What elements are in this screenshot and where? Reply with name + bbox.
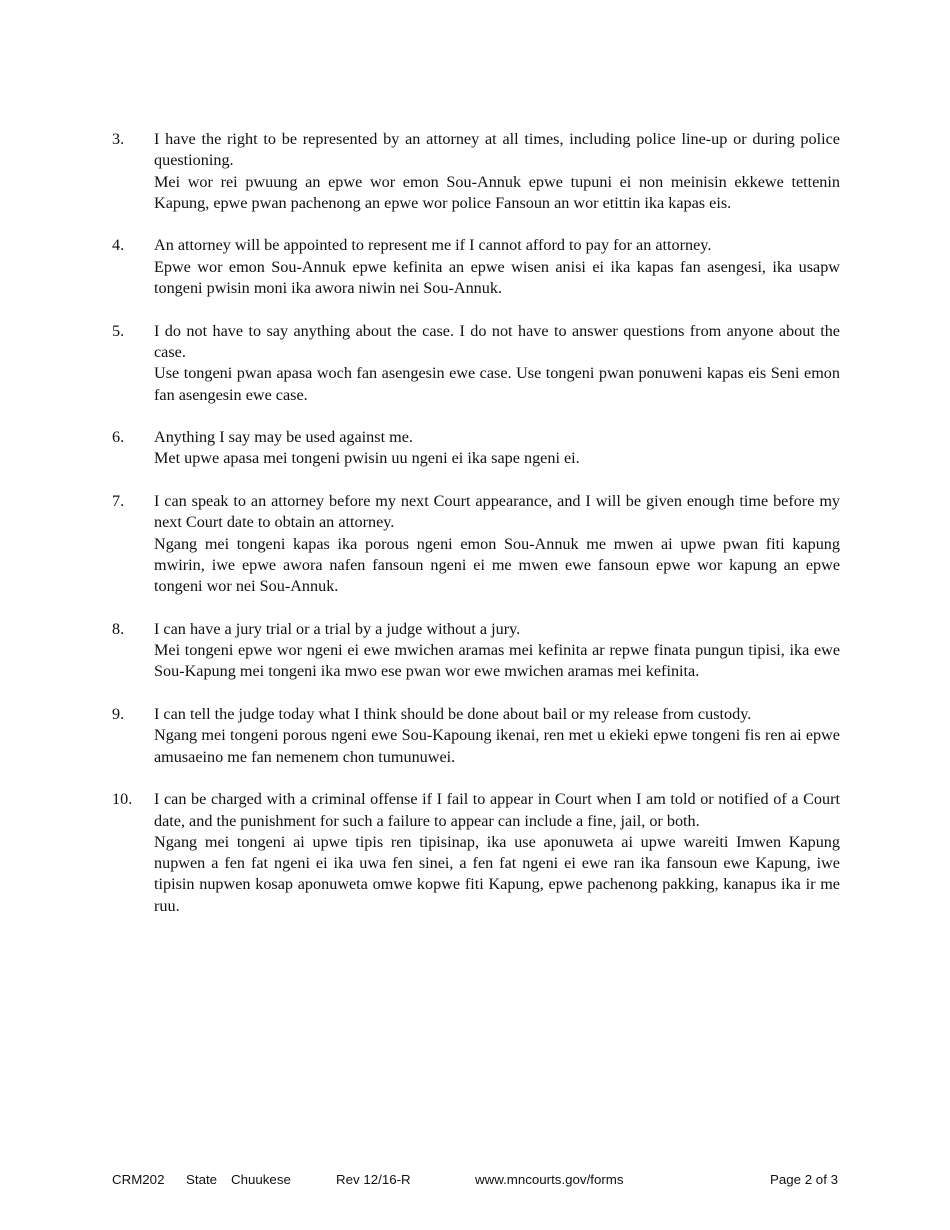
item-body: [154, 321, 840, 406]
item-number: 9.: [112, 705, 125, 724]
item-number: 4.: [112, 236, 125, 255]
forms-url: www.mncourts.gov/forms: [475, 1172, 624, 1187]
item-body: [154, 619, 840, 683]
item-body: [154, 427, 840, 470]
english-text: I have the right to be represented by an attorney at all times, including police line-up or during police questioning.: [154, 130, 840, 170]
list-item: [112, 321, 840, 406]
chuukese-text: Ngang mei tongeni porous ngeni ewe Sou-Kapoung ikenai, ren met u ekieki epwe tongeni fis ren ai epwe amusaeino me fan nemenem chon tumunuwei.: [154, 726, 840, 766]
item-body: [154, 704, 840, 768]
item-number: 7.: [112, 492, 125, 511]
page-number: Page 2 of 3: [769, 1172, 838, 1187]
list-item: [112, 427, 840, 470]
english-text: I can have a jury trial or a trial by a judge without a jury.: [154, 619, 521, 638]
rights-list: [112, 129, 840, 938]
item-number: 5.: [112, 321, 125, 340]
list-item: [112, 789, 840, 917]
english-text: I can tell the judge today what I think should be done about bail or my release from custody.: [154, 705, 752, 724]
item-number: 10.: [112, 790, 133, 809]
item-body: [154, 235, 840, 299]
english-text: I do not have to say anything about the case. I do not have to answer questions from anyone about the case.: [154, 321, 840, 361]
list-item: [112, 235, 840, 299]
chuukese-text: Ngang mei tongeni ai upwe tipis ren tipisinap, ika use aponuweta ai upwe wareiti Imwen Kapung nupwen a fen fat ngeni ei ika uwa fen sinei, a fen fat ngeni ei ewe ran ika fansoun ewe Kapung, iwe tipisin nupwen kosap aponuweta omwe kopwe fiti Kapung, epwe pachenong pakking, kanapus ika ir me ruu.: [154, 832, 840, 915]
item-number: 8.: [112, 619, 125, 638]
chuukese-text: Ngang mei tongeni kapas ika porous ngeni emon Sou-Annuk me mwen ai upwe pwan fiti kapung mwirin, iwe epwe awora nafen fansoun ngeni ei me mwen ewe fansoun epwe wor kapung an epwe tongeni wor nei Sou-Annuk.: [154, 534, 840, 596]
english-text: I can speak to an attorney before my next Court appearance, and I will be given enough time before my next Court date to obtain an attorney.: [154, 492, 840, 532]
revision-label: Rev 12/16-R: [336, 1172, 411, 1187]
form-number: CRM202: [112, 1172, 165, 1187]
list-item: [112, 704, 840, 768]
list-item: [112, 129, 840, 214]
chuukese-text: Epwe wor emon Sou-Annuk epwe kefinita an epwe wisen anisi ei ika kapas fan asengesi, ika usapw tongeni pwisin moni ika awora niwin nei Sou-Annuk.: [154, 257, 840, 298]
item-body: [154, 129, 840, 214]
item-number: 3.: [112, 130, 125, 148]
chuukese-text: Use tongeni pwan apasa woch fan asengesin ewe case. Use tongeni pwan ponuweni kapas eis Seni emon fan asengesin ewe case.: [154, 364, 840, 404]
english-text: An attorney will be appointed to represent me if I cannot afford to pay for an attorney.: [154, 236, 712, 255]
footer-language: Chuukese: [231, 1172, 291, 1187]
english-text: I can be charged with a criminal offense if I fail to appear in Court when I am told or notified of a Court date, and the punishment for such a failure to appear can include a fine, jail, or both.: [154, 790, 840, 830]
item-body: [154, 491, 840, 597]
chuukese-text: Met upwe apasa mei tongeni pwisin uu ngeni ei ika sape ngeni ei.: [154, 449, 580, 468]
list-item: [112, 491, 840, 597]
item-number: 6.: [112, 428, 125, 447]
chuukese-text: Mei wor rei pwuung an epwe wor emon Sou-Annuk epwe tupuni ei non meinisin ekkewe tettenin Kapung, epwe pwan pachenong an epwe wor police Fansoun an wor etittin ika kapas eis.: [154, 172, 840, 212]
english-text: Anything I say may be used against me.: [154, 428, 413, 447]
page-footer: [0, 1172, 950, 1190]
footer-state: State: [186, 1172, 218, 1187]
chuukese-text: Mei tongeni epwe wor ngeni ei ewe mwichen aramas mei kefinita ar repwe finata pungun tipisi, ika ewe Sou-Kapung mei tongeni ika mwo ese pwan wor ewe mwichen aramas mei kefinita.: [154, 641, 840, 681]
list-item: [112, 619, 840, 683]
item-body: [154, 789, 840, 917]
